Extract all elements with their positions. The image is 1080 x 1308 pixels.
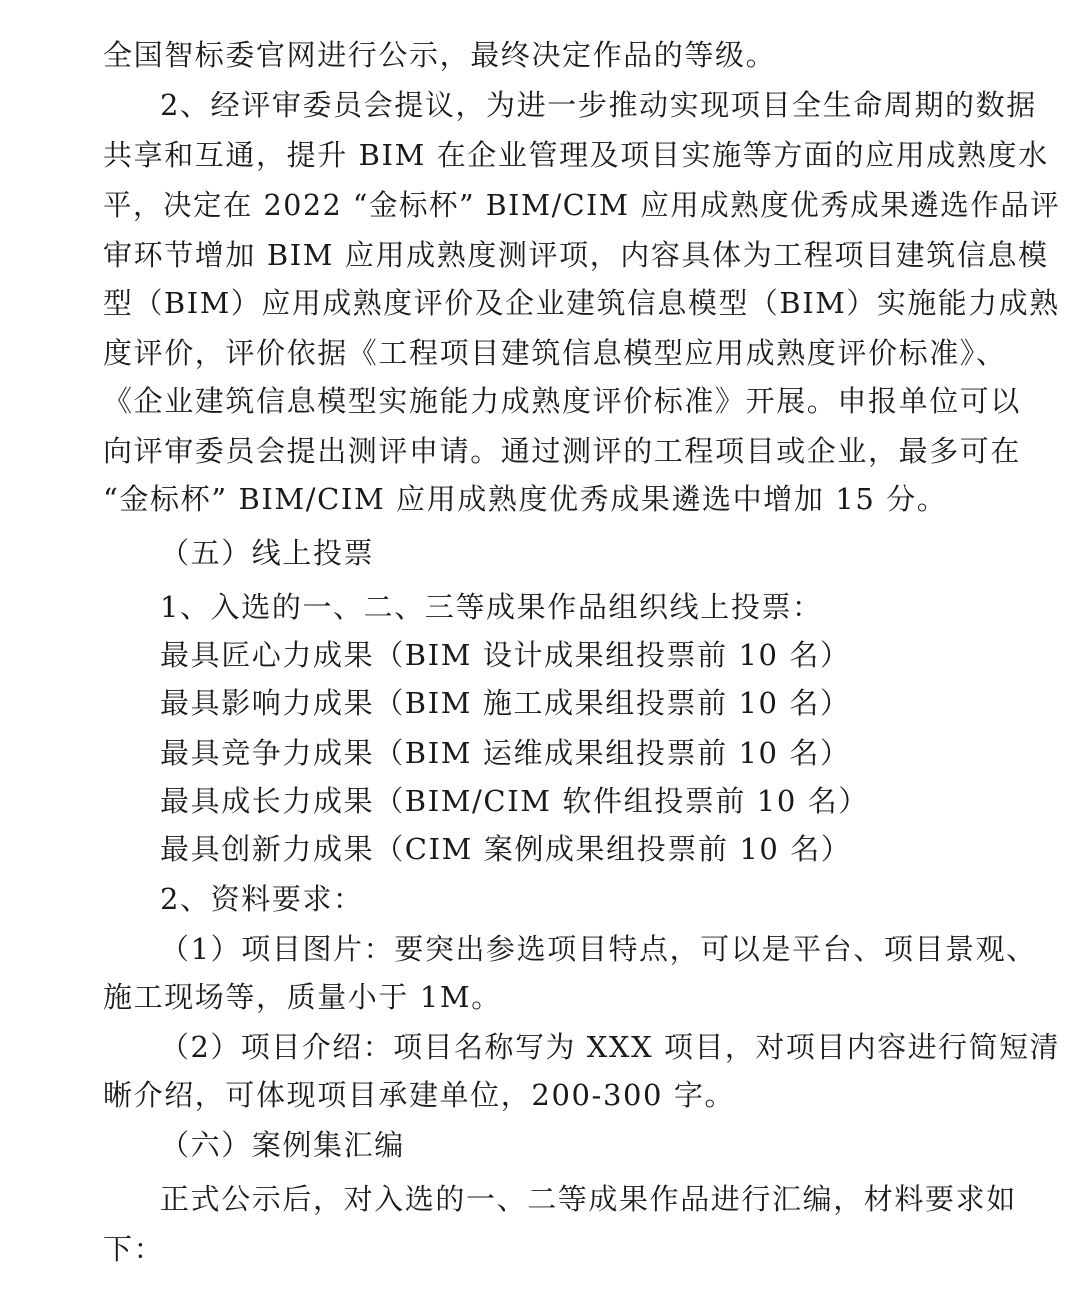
award-line-4: 最具成长力成果（BIM/CIM 软件组投票前 10 名） xyxy=(160,784,869,818)
body-line-19: （1）项目图片：要突出参选项目特点，可以是平台、项目景观、 xyxy=(160,932,1037,966)
body-line-22: 晰介绍，可体现项目承建单位，200-300 字。 xyxy=(103,1078,736,1112)
body-line-3: 共享和互通，提升 BIM 在企业管理及项目实施等方面的应用成熟度水 xyxy=(103,138,1049,172)
award-line-3: 最具竞争力成果（BIM 运维成果组投票前 10 名） xyxy=(160,736,851,770)
body-line-2: 2、经评审委员会提议，为进一步推动实现项目全生命周期的数据 xyxy=(160,88,1037,122)
section-heading-five: （五）线上投票 xyxy=(160,536,375,570)
body-line-25: 下： xyxy=(103,1232,165,1266)
body-line-7: 度评价，评价依据《工程项目建筑信息模型应用成熟度评价标准》、 xyxy=(103,336,1007,370)
body-line-24: 正式公示后，对入选的一、二等成果作品进行汇编，材料要求如 xyxy=(160,1182,1017,1216)
body-line-4: 平，决定在 2022 “金标杯” BIM/CIM 应用成熟度优秀成果遴选作品评 xyxy=(103,188,1061,222)
body-line-20: 施工现场等，质量小于 1M。 xyxy=(103,980,502,1014)
body-line-10: “金标杯” BIM/CIM 应用成熟度优秀成果遴选中增加 15 分。 xyxy=(103,482,948,516)
award-line-1: 最具匠心力成果（BIM 设计成果组投票前 10 名） xyxy=(160,638,851,672)
award-line-5: 最具创新力成果（CIM 案例成果组投票前 10 名） xyxy=(160,832,852,866)
body-line-5: 审环节增加 BIM 应用成熟度测评项，内容具体为工程项目建筑信息模 xyxy=(103,238,1049,272)
body-line-8: 《企业建筑信息模型实施能力成熟度评价标准》开展。申报单位可以 xyxy=(103,384,1022,418)
award-line-2: 最具影响力成果（BIM 施工成果组投票前 10 名） xyxy=(160,686,851,720)
body-line-9: 向评审委员会提出测评申请。通过测评的工程项目或企业，最多可在 xyxy=(103,434,1022,468)
body-line-21: （2）项目介绍：项目名称写为 XXX 项目，对项目内容进行简短清 xyxy=(160,1030,1061,1064)
section-heading-six: （六）案例集汇编 xyxy=(160,1128,405,1162)
body-line-6: 型（BIM）应用成熟度评价及企业建筑信息模型（BIM）实施能力成熟 xyxy=(103,286,1060,320)
body-line-18: 2、资料要求： xyxy=(160,882,364,916)
body-line-1: 全国智标委官网进行公示，最终决定作品的等级。 xyxy=(103,38,777,72)
body-line-12: 1、入选的一、二、三等成果作品组织线上投票： xyxy=(160,590,823,624)
